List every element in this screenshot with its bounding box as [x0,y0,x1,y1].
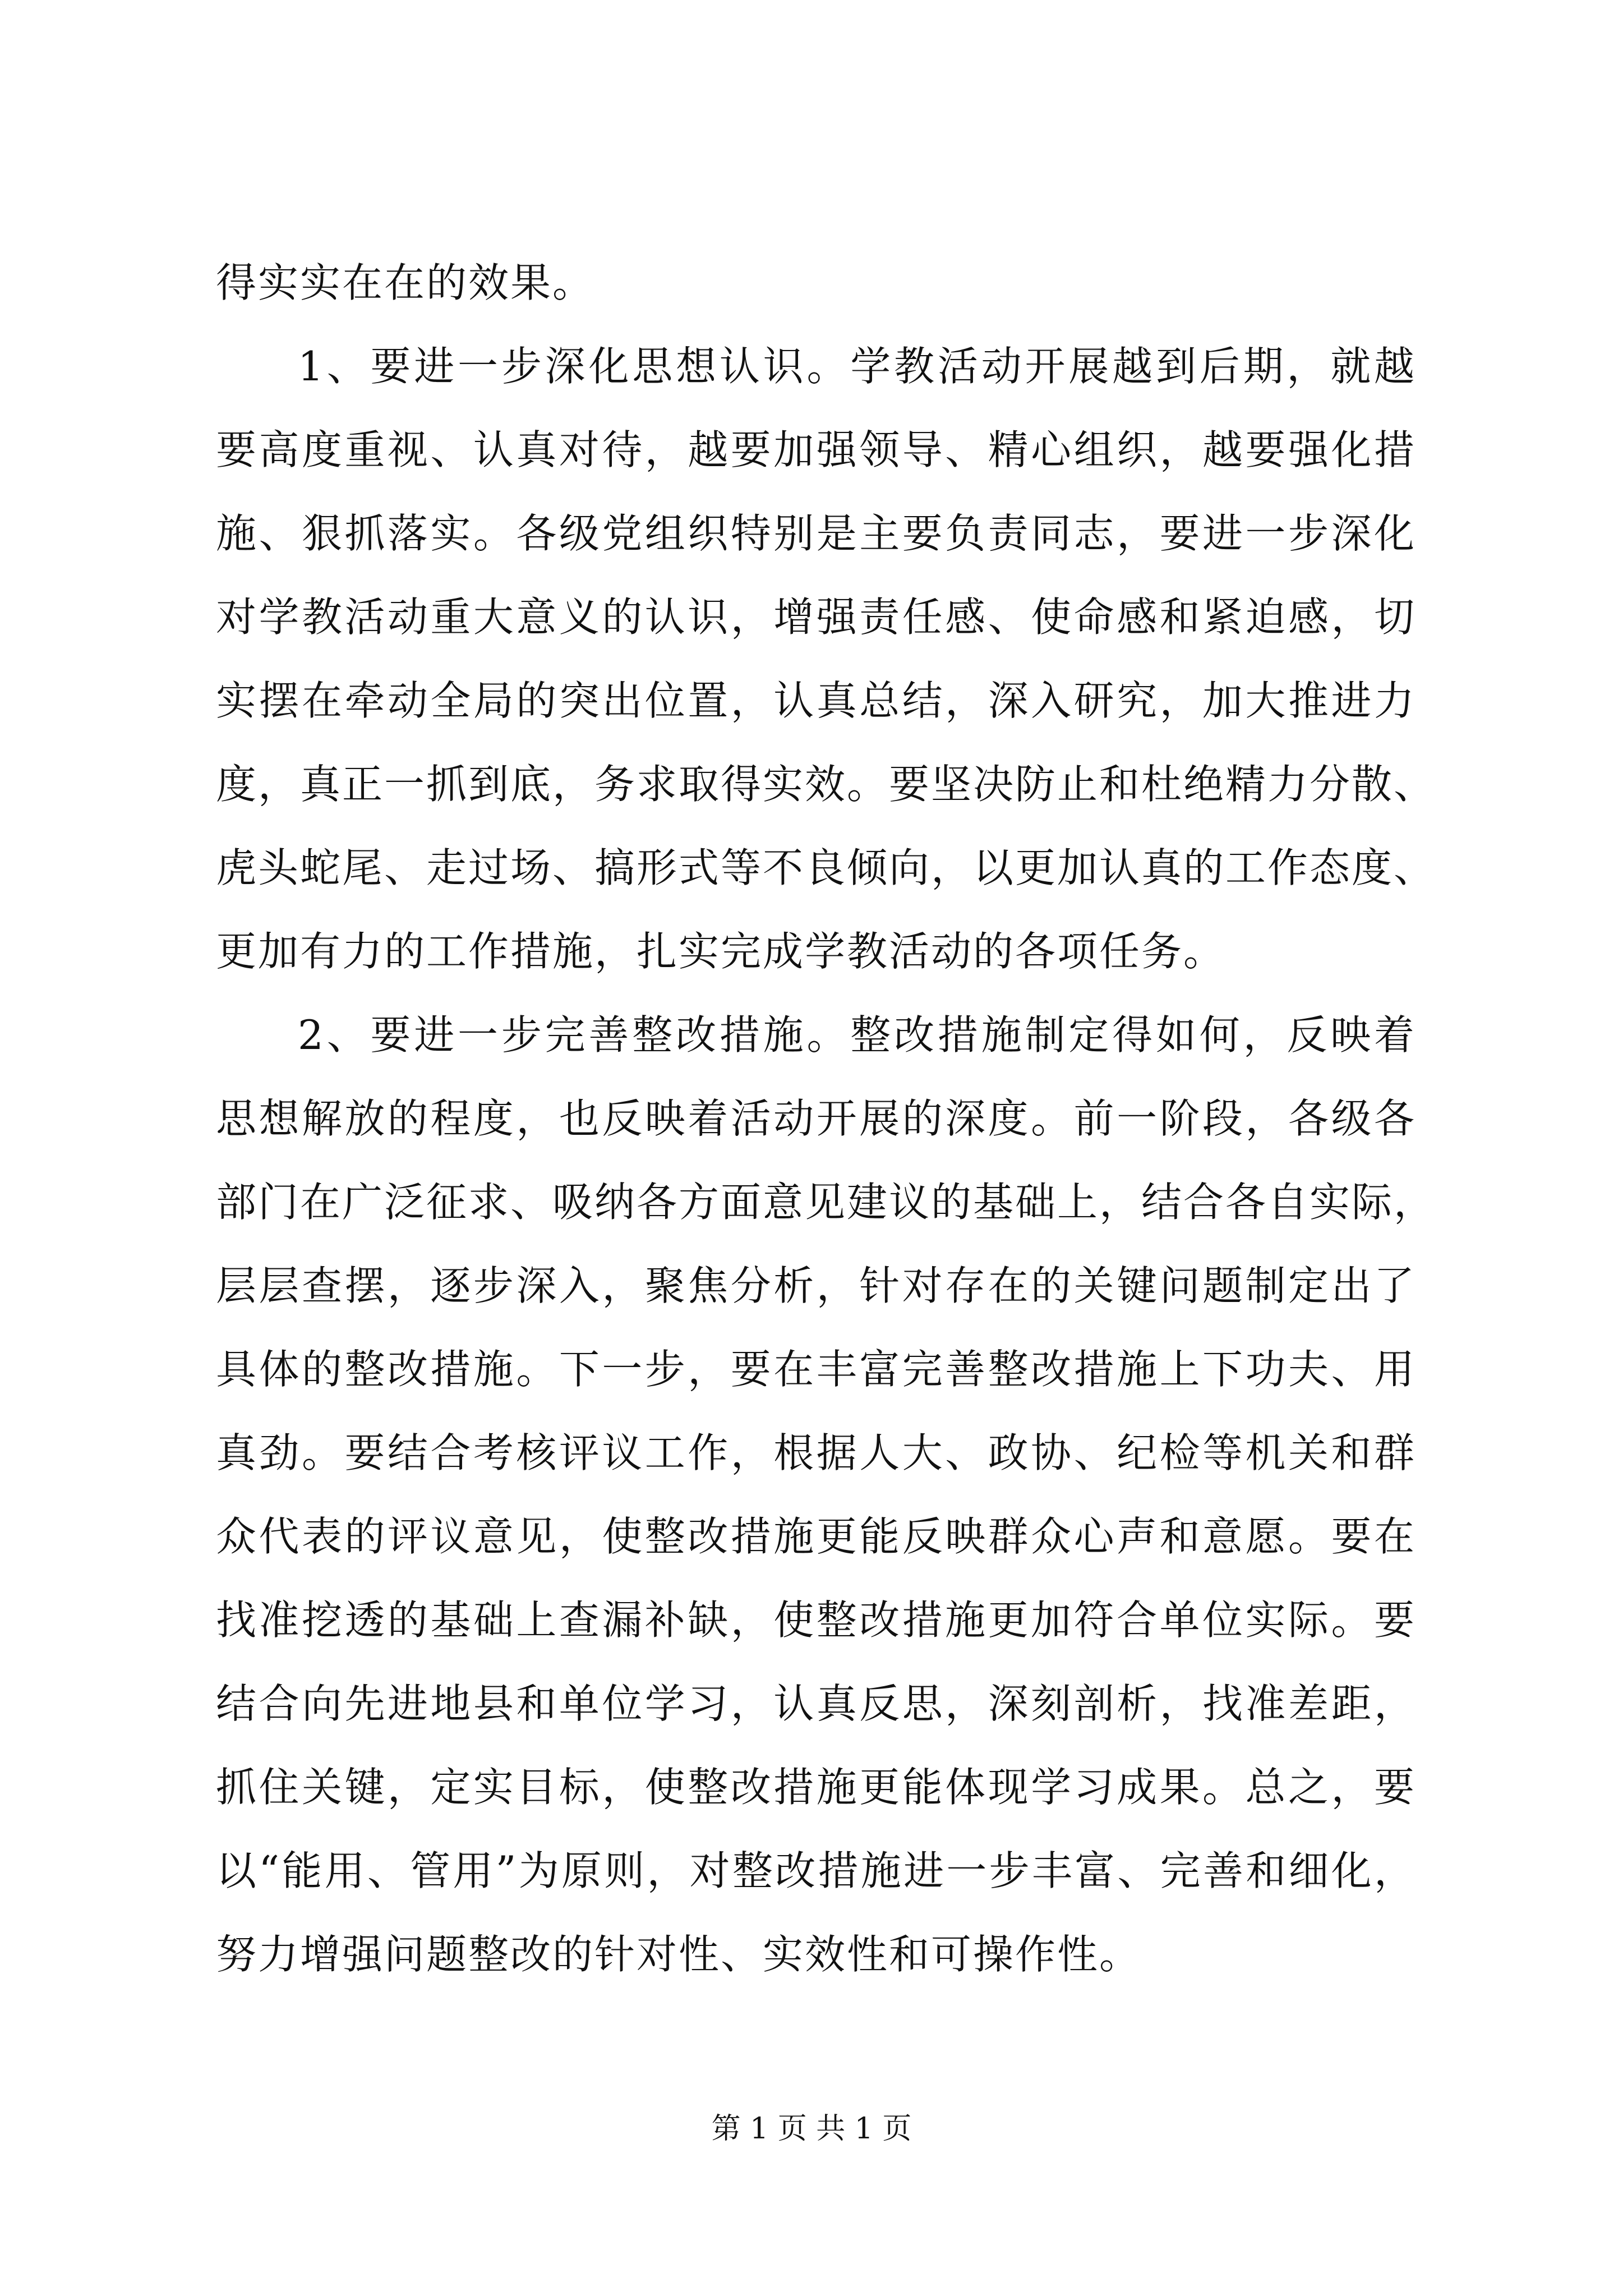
text-line: 对学教活动重大意义的认识，增强责任感、使命感和紧迫感，切 [216,593,1416,641]
text-line: 找准挖透的基础上查漏补缺，使整改措施更加符合单位实际。要 [216,1596,1416,1644]
text-line: 真劲。要结合考核评议工作，根据人大、政协、纪检等机关和群 [216,1429,1416,1476]
paragraph-1-first-line: 1、要进一步深化思想认识。学教活动开展越到后期，就越 [298,343,1416,390]
text-line: 思想解放的程度，也反映着活动开展的深度。前一阶段，各级各 [216,1095,1416,1142]
text-line: 抓住关键，定实目标，使整改措施更能体现学习成果。总之，要 [216,1764,1416,1811]
text-line: 众代表的评议意见，使整改措施更能反映群众心声和意愿。要在 [216,1513,1416,1560]
text-line: 以“能用、管用”为原则，对整改措施进一步丰富、完善和细化， [216,1847,1416,1894]
text-line: 度，真正一抓到底，务求取得实效。要坚决防止和杜绝精力分散、 [216,761,1436,808]
text-line: 要高度重视、认真对待，越要加强领导、精心组织，越要强化措 [216,426,1416,473]
text-line: 更加有力的工作措施，扎实完成学教活动的各项任务。 [216,928,1226,975]
text-line: 施、狠抓落实。各级党组织特别是主要负责同志，要进一步深化 [216,510,1416,557]
text-line: 虎头蛇尾、走过场、搞形式等不良倾向，以更加认真的工作态度、 [216,844,1436,891]
text-line: 具体的整改措施。下一步，要在丰富完善整改措施上下功夫、用 [216,1346,1416,1393]
text-line: 层层查摆，逐步深入，聚焦分析，针对存在的关键问题制定出了 [216,1262,1416,1309]
text-line: 部门在广泛征求、吸纳各方面意见建议的基础上，结合各自实际， [216,1179,1436,1226]
text-line: 实摆在牵动全局的突出位置，认真总结，深入研究，加大推进力 [216,677,1416,724]
text-line: 得实实在在的效果。 [216,259,595,306]
body-text [216,241,1436,1996]
text-line: 结合向先进地县和单位学习，认真反思，深刻剖析，找准差距， [216,1680,1416,1727]
paragraph-2-first-line: 2、要进一步完善整改措施。整改措施制定得如何，反映着 [298,1011,1416,1059]
page-footer: 第 1 页 共 1 页 [711,2112,912,2146]
text-line: 努力增强问题整改的针对性、实效性和可操作性。 [216,1931,1142,1978]
